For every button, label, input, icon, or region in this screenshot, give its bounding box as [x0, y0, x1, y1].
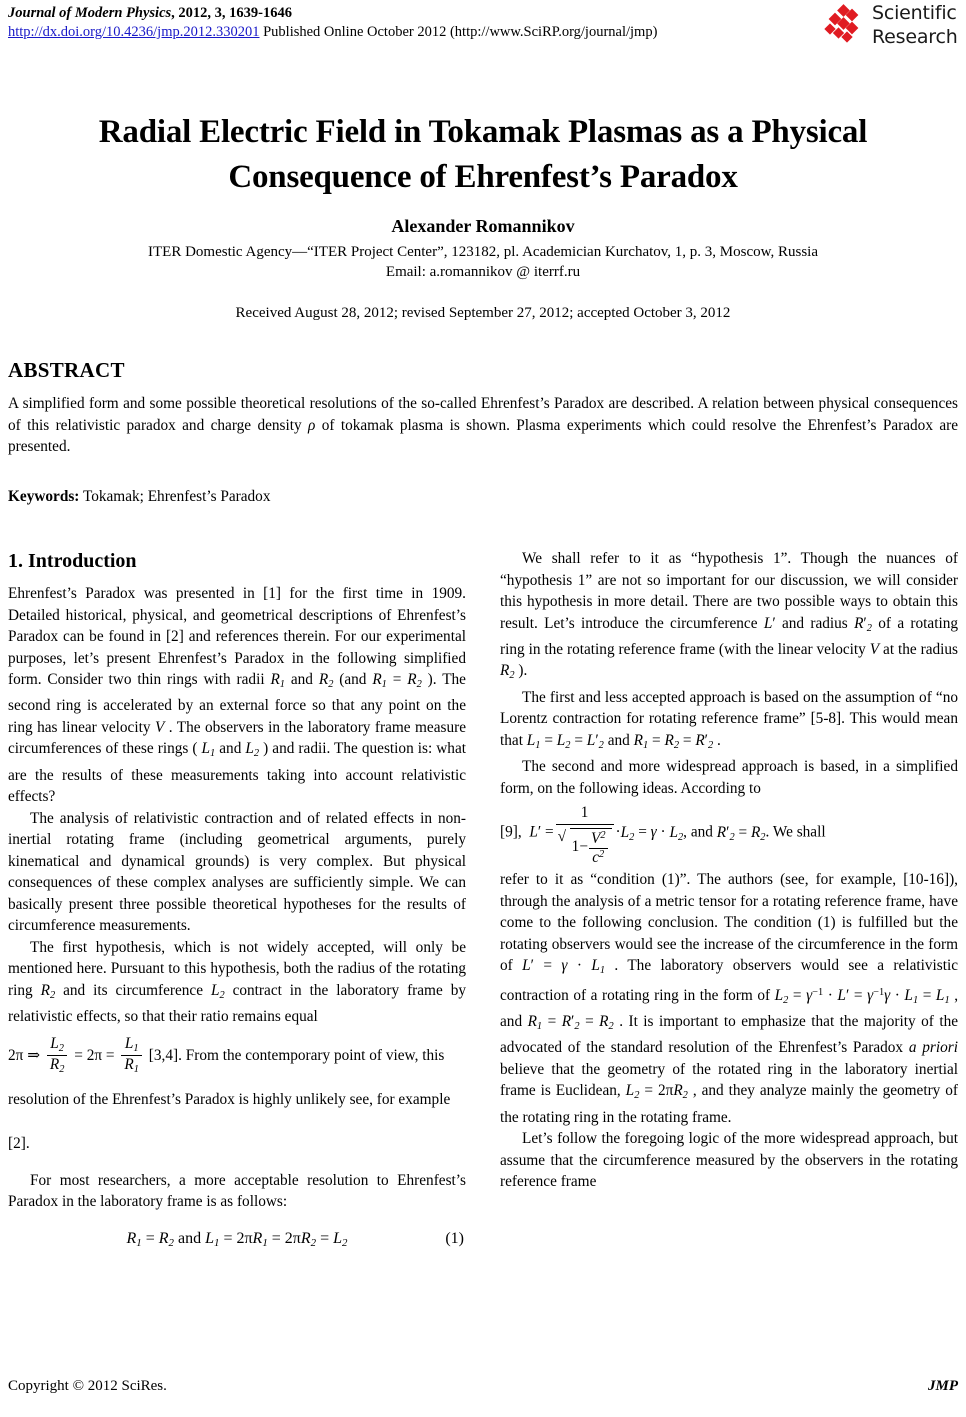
math-equals: = [223, 1229, 233, 1247]
logo-wordmark [872, 2, 958, 49]
scientific-research-logo[interactable] [822, 2, 962, 52]
math-V: V [154, 718, 165, 736]
math-2pi: 2π [284, 1229, 301, 1247]
fraction-denominator: $R_1$ [124, 1055, 139, 1075]
fraction-denominator: $R_2$ [49, 1055, 65, 1075]
text-run: and [603, 731, 634, 749]
display-equation-1 [8, 1227, 466, 1255]
author-name: Alexander Romannikov [391, 216, 575, 236]
paragraph-intro-3 [8, 937, 466, 1028]
abstract-part-1: A simplified form and some possible theoretical resolutions of the so-called Ehrenfest’s Paradox are described. A relation between physical consequences of this relativistic paradox and charge density [8, 395, 958, 434]
text-run: The first hypothesis, which is not widely accepted, will only be mentioned here. Pursuant to this hypothesis, both the radius of the rotating ring [8, 938, 466, 999]
math-gamma: γ [650, 823, 657, 841]
math-R1-eq-R2-eq-R2prime: $R_1 = R_2 = R'_2$ [633, 731, 714, 751]
math-cdot: · [660, 823, 666, 841]
paragraph-right-1 [500, 548, 958, 687]
math-L2: $L_2$ [245, 740, 260, 760]
reference-9: [9], [500, 823, 522, 841]
fraction-numerator: $L_2$ [47, 1036, 68, 1056]
fraction-L2-over-R2 [47, 1036, 68, 1075]
math-2pi: 2π [8, 1046, 24, 1064]
math-R1-eq-R2prime-eq-R2: $R_1 = R'_2 = R_2$ [527, 1012, 614, 1032]
author-affiliation: ITER Domestic Agency—“ITER Project Center”, 123182, pl. Academician Kurchatov, 1, p. 3, Moscow, Russia [148, 244, 818, 260]
paragraph-right-3: The second and more widespread approach is based, in a simplified form, on the following ideas. According to [500, 758, 958, 797]
math-R2-prime: $R'_2$ [854, 614, 872, 634]
math-R1: $R_1$ [252, 1229, 268, 1249]
math-equals: = [74, 1046, 83, 1064]
keywords-line [8, 486, 958, 507]
paragraph-intro-2: The analysis of relativistic contraction and of related effects in non-inertial rotating frame (including geometrical arguments, purely kinematical and dynamical grounds) is very complex. But physical consequences of these complex analyses are sufficiently simple. We can basically present three possible theoretical hypotheses for the results of circumference measurements. [8, 809, 466, 935]
fraction-denominator [556, 825, 614, 865]
paragraph-right-2 [500, 687, 958, 756]
text-run: [3,4]. From the contemporary point of view, this resolution of the Ehrenfest’s Paradox is highly unlikely see, for example [2]. [8, 1046, 451, 1152]
abstract-text [8, 393, 958, 458]
text-run: , and [500, 986, 959, 1030]
keywords-value: Tokamak; Ehrenfest’s Paradox [79, 488, 271, 505]
keywords-label: Keywords: [8, 488, 80, 505]
doi-link[interactable]: http://dx.doi.org/10.4236/jmp.2012.330201 [8, 24, 260, 40]
section-number: 1. [8, 550, 23, 572]
math-L-prime: L′ [763, 614, 776, 632]
fraction-numerator: $L_1$ [121, 1036, 142, 1056]
right-column [500, 548, 958, 1193]
masthead-journal-line [8, 4, 838, 23]
left-column [8, 548, 466, 1267]
math-R1-eq-R2: $R_1 = R_2$ [372, 671, 422, 690]
masthead [8, 4, 838, 42]
received-revised-accepted-dates: Received August 28, 2012; revised September 27, 2012; accepted October 3, 2012 [235, 305, 731, 321]
text-run: and [285, 671, 319, 688]
math-R2: $R_2$ [300, 1229, 317, 1249]
text-run: , and they analyze mainly the geometry of the rotating ring in the rotating frame. [500, 1082, 959, 1126]
text-run: and radius [775, 614, 855, 632]
fraction-numerator: $V^2$ [589, 831, 608, 849]
equation-lorentz-factor [500, 803, 958, 867]
math-L2-eq-2pi-R2: $L_2 = 2\pi R_2$ [625, 1082, 688, 1102]
diamond-cluster-icon [822, 4, 868, 50]
rho-symbol: ρ [308, 416, 316, 434]
paragraph-right-4 [500, 869, 958, 1128]
logo-line-scientific: Scientific [872, 2, 957, 24]
journal-issue-info: , 2012, 3, 1639-1646 [171, 5, 292, 21]
text-run: . [713, 731, 721, 749]
math-R2: $R_2$ [40, 981, 56, 1001]
section-title: Introduction [28, 550, 137, 572]
math-R2prime-eq-R2: $R'_2 = R_2$ [716, 823, 766, 843]
fraction-L1-over-R1 [121, 1036, 142, 1075]
math-R1: $R_1$ [270, 671, 285, 690]
text-run: , and [683, 823, 717, 841]
math-and-word: and [177, 1229, 202, 1247]
math-L-prime: L′ [529, 823, 542, 841]
math-R2: $R_2$ [158, 1229, 174, 1249]
latin-phrase-a-priori: a priori [908, 1039, 958, 1057]
masthead-doi-line [8, 23, 838, 42]
paper-title: Radial Electric Field in Tokamak Plasmas as a Physical Consequence of Ehrenfest’s Paradox [98, 114, 868, 196]
copyright-notice: Copyright © 2012 SciRes. [8, 1378, 167, 1394]
text-run: contract in the laboratory frame by relativistic effects, so that their ratio remains equal [8, 981, 466, 1026]
math-L2: $L_2$ [210, 981, 225, 1001]
math-equals: = [145, 1229, 155, 1247]
text-run: . It is important to emphasize that the majority of the advocated of the standard resolution of the Ehrenfest’s Paradox [500, 1012, 959, 1057]
published-online-note: Published Online October 2012 (http://www.SciRP.org/journal/jmp) [259, 24, 658, 40]
math-implies: ⇒ [27, 1046, 41, 1064]
math-R2: $R_2$ [500, 662, 515, 682]
text-run: ). [514, 662, 528, 680]
text-run: We shall refer to it as “hypothesis 1”. Though the nuances of “hypothesis 1” are not so important for our discussion, we will consider this hypothesis in more detail. There are two possible ways to obtain this result. Let’s introduce the circumference [500, 550, 958, 632]
fraction-numerator: 1 [556, 805, 614, 825]
math-R1: $R_1$ [126, 1229, 142, 1249]
text-run: . The laboratory observers would see a relativistic contraction of a rotating ring in the form of [500, 957, 958, 1004]
abstract-part-2: of tokamak plasma is shown. Plasma experiments which could resolve the Ehrenfest’s Paradox are presented. [8, 416, 959, 455]
math-equals: = [545, 823, 554, 841]
journal-name: Journal of Modern Physics [8, 5, 172, 21]
text-run: and [215, 740, 246, 758]
text-run: believe that the geometry of the rotated ring in the laboratory inertial frame is Euclidean, [500, 1060, 958, 1100]
paragraph-intro-1 [8, 583, 466, 808]
page-footer [8, 1376, 958, 1396]
author-email: Email: a.romannikov @ iterrf.ru [385, 264, 581, 280]
radical-sign-icon: √ [557, 828, 567, 846]
math-equals: = [320, 1229, 330, 1247]
logo-line-research: Research [872, 25, 958, 48]
math-L2: $L_2$ [620, 823, 635, 843]
text-run: Ehrenfest’s Paradox was presented in [1] for the first time in 1909. Detailed historical, physical, and geometrical descriptions of Ehrenfest’s Paradox can be found in [2] and references therein. For our experimental purposes, let’s present Ehrenfest’s Paradox in the following simplified form. Consider two thin rings with radii [8, 585, 466, 688]
text-run: and its circumference [55, 981, 211, 999]
math-L2-eq-gamma-inv-Lprime: $L_2 = \gamma^{-1} \cdot L' = \gamma^{-1}\gamma \cdot L_1 = L_1$ [774, 986, 950, 1006]
fraction-V2-over-c2 [589, 831, 608, 866]
math-V: V [869, 640, 880, 658]
text-run: of a rotating ring in the rotating reference frame (with the linear velocity [500, 614, 958, 658]
abstract-heading: ABSTRACT [8, 358, 125, 382]
text-run: ). The second ring is accelerated by an external force so that any point on the ring has linear velocity [8, 671, 466, 736]
journal-abbreviation: JMP [928, 1378, 958, 1394]
square-root [558, 828, 612, 865]
math-Lprime-eq-gamma-L1: $L' = \gamma \cdot L_1$ [522, 957, 606, 977]
paragraph-right-5: Let’s follow the foregoing logic of the more widespread approach, but assume that the circumference measured by the observers in the rotating reference frame [500, 1130, 958, 1191]
fraction-denominator: $c^2$ [592, 849, 605, 867]
math-cdot: · [615, 823, 621, 841]
text-run: refer to it as “condition (1)”. The authors (see, for example, [10-16]), through the analysis of a metric tensor for a rotating reference frame, have come to the following conclusion. The condition (1) is fulfilled but the rotating observers would see the increase of the circumference in the form of [500, 871, 958, 975]
section-heading-introduction [8, 548, 466, 574]
paragraph-intro-4: For most researchers, a more acceptable resolution to Ehrenfest’s Paradox in the laboratory frame is as follows: [8, 1171, 466, 1211]
text-run: . We shall [765, 823, 826, 841]
math-equals: = [105, 1046, 115, 1064]
fraction-lorentz [556, 805, 614, 865]
math-L2: $L_2$ [333, 1229, 348, 1249]
math-L1: $L_1$ [205, 1229, 220, 1249]
math-equals: = [271, 1229, 281, 1247]
math-L1-eq-L2-eq-L2prime: $L_1 = L_2 = L'_2$ [526, 731, 604, 751]
math-L2: $L_2$ [669, 823, 684, 843]
text-run: (and [333, 671, 373, 688]
math-2pi: 2π [236, 1229, 253, 1247]
text-run: The first and less accepted approach is based on the assumption of “no Lorentz contraction for rotating reference frame” [5-8]. This would mean that [500, 688, 958, 749]
text-run: . The observers in the laboratory frame measure circumferences of these rings ( [8, 718, 466, 758]
text-run: at the radius [879, 640, 958, 658]
math-R2: $R_2$ [318, 671, 334, 690]
text-run: ) and radii. The question is: what are the results of these measurements taking into account relativistic effects? [8, 740, 466, 806]
equation-ratio-2pi [8, 1034, 466, 1166]
math-L1: $L_1$ [201, 740, 216, 760]
math-equals: = [638, 823, 647, 841]
math-2pi: 2π [86, 1046, 103, 1064]
radicand: 1− $\frac{V^2}{c^2}$ [570, 828, 612, 865]
equation-number: (1) [445, 1229, 464, 1247]
